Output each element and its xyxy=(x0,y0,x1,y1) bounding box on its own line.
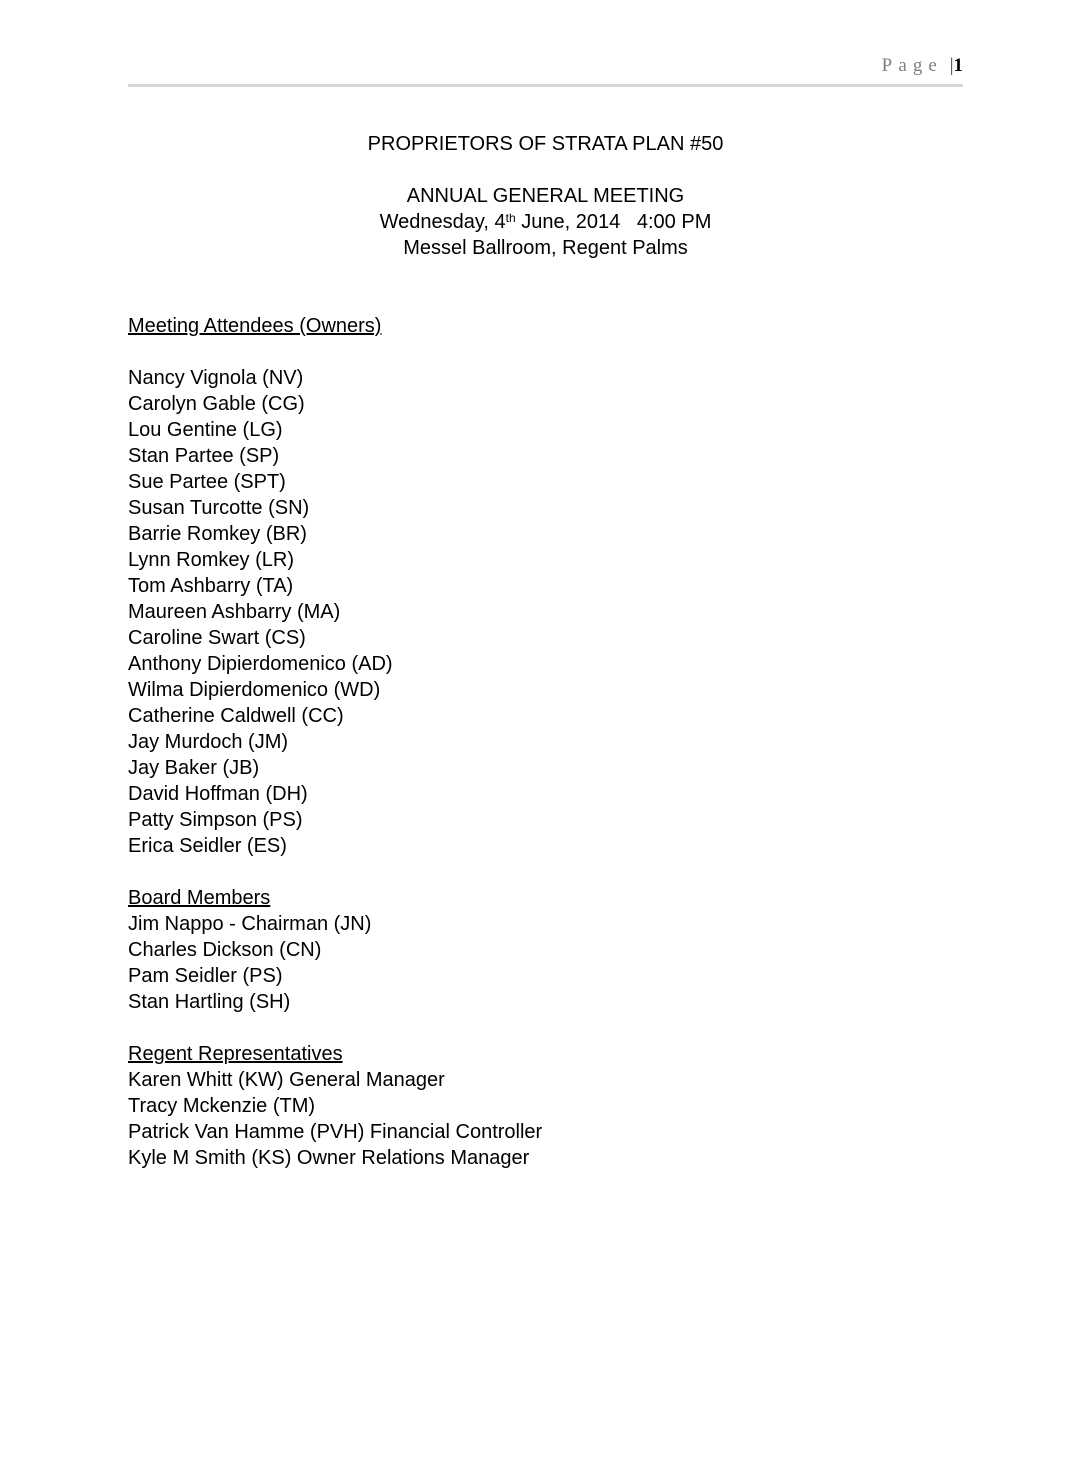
document-page xyxy=(0,54,1088,1462)
board-members-list xyxy=(128,911,963,1015)
list-item: Patrick Van Hamme (PVH) Financial Controller xyxy=(128,1121,543,1143)
regent-representatives-heading: Regent Representatives xyxy=(128,1043,343,1065)
page-header xyxy=(128,54,963,87)
list-item: Lynn Romkey (LR) xyxy=(128,549,294,571)
list-item: Catherine Caldwell (CC) xyxy=(128,705,344,727)
list-item: David Hoffman (DH) xyxy=(128,783,308,805)
regent-representatives-section xyxy=(128,1041,963,1171)
attendees-list xyxy=(128,365,963,859)
list-item: Caroline Swart (CS) xyxy=(128,627,306,649)
list-item: Nancy Vignola (NV) xyxy=(128,367,304,389)
page-number: 1 xyxy=(953,55,963,76)
list-item: Karen Whitt (KW) General Manager xyxy=(128,1069,445,1091)
list-item: Carolyn Gable (CG) xyxy=(128,393,305,415)
meeting-location: Messel Ballroom, Regent Palms xyxy=(403,237,688,259)
document-title: PROPRIETORS OF STRATA PLAN #50 xyxy=(367,133,724,155)
attendees-heading: Meeting Attendees (Owners) xyxy=(128,315,382,337)
list-item: Jim Nappo - Chairman (JN) xyxy=(128,913,372,935)
list-item: Patty Simpson (PS) xyxy=(128,809,303,831)
list-item: Stan Hartling (SH) xyxy=(128,991,291,1013)
list-item: Charles Dickson (CN) xyxy=(128,939,322,961)
regent-representatives-list xyxy=(128,1067,963,1171)
attendees-section xyxy=(128,313,963,859)
list-item: Erica Seidler (ES) xyxy=(128,835,287,857)
meeting-datetime: Wednesday, 4th June, 2014 4:00 PM xyxy=(379,211,712,233)
list-item: Susan Turcotte (SN) xyxy=(128,497,310,519)
board-members-heading: Board Members xyxy=(128,887,271,909)
meeting-info-block xyxy=(128,183,963,261)
list-item: Tom Ashbarry (TA) xyxy=(128,575,294,597)
list-item: Stan Partee (SP) xyxy=(128,445,280,467)
list-item: Wilma Dipierdomenico (WD) xyxy=(128,679,381,701)
list-item: Kyle M Smith (KS) Owner Relations Manager xyxy=(128,1147,530,1169)
list-item: Anthony Dipierdomenico (AD) xyxy=(128,653,393,675)
list-item: Jay Baker (JB) xyxy=(128,757,260,779)
meeting-name: ANNUAL GENERAL MEETING xyxy=(406,185,685,207)
list-item: Maureen Ashbarry (MA) xyxy=(128,601,341,623)
list-item: Pam Seidler (PS) xyxy=(128,965,283,987)
list-item: Sue Partee (SPT) xyxy=(128,471,286,493)
list-item: Lou Gentine (LG) xyxy=(128,419,283,441)
list-item: Barrie Romkey (BR) xyxy=(128,523,307,545)
list-item: Jay Murdoch (JM) xyxy=(128,731,289,753)
page-header-word: Page xyxy=(881,55,943,76)
board-members-section xyxy=(128,885,963,1015)
list-item: Tracy Mckenzie (TM) xyxy=(128,1095,316,1117)
ordinal-superscript: th xyxy=(505,211,516,225)
page-header-divider: | xyxy=(949,55,954,76)
